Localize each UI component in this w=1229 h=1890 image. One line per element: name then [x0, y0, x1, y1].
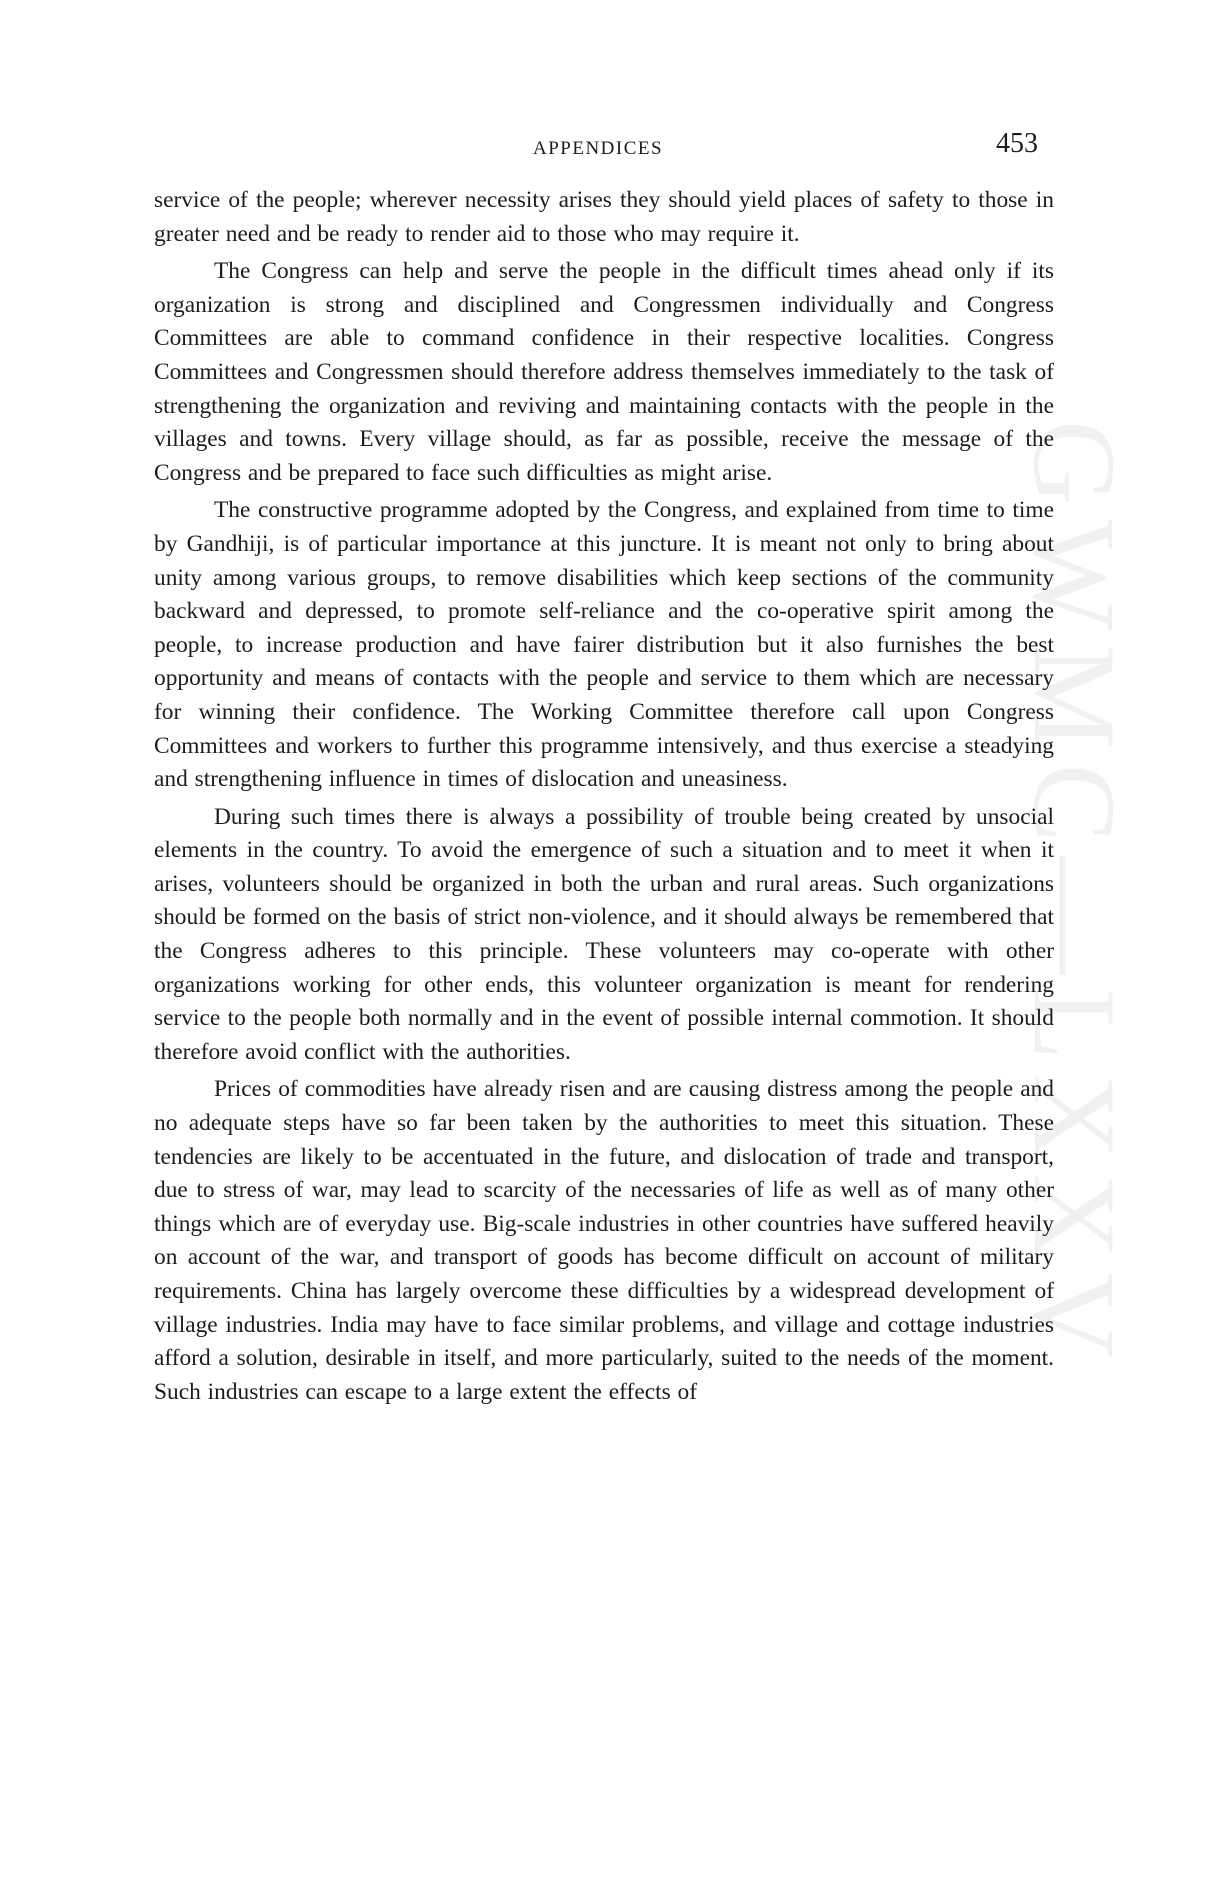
paragraph-organization: The Congress can help and serve the people in the difficult times ahead only if its organization is strong and disciplined and Congressmen individually and Congress Committees are able to command confidence in their respective localities. Congress Committees and Congressmen should therefore address themselves immediately to the task of strengthening the organization and reviving and maintaining contacts with the people in the villages and towns. Every village should, as far as possible, receive the message of the Congress and be prepared to face such difficulties as might arise.	[154, 258, 1054, 486]
page-number: 453	[996, 128, 1038, 159]
paragraph-constructive-programme: The constructive programme adopted by the Congress, and explained from time to time by Gandhiji, is of particular importance at this juncture. It is meant not only to bring about unity among various groups, to remove disabilities which keep sections of the community backward and depressed, to promote self-reliance and the co-operative spirit among the people, to increase production and have fairer distribution but it also furnishes the best opportunity and means of contacts with the people and service to them which are necessary for winning their confidence. The Working Committee therefore call upon Congress Committees and workers to further this programme intensively, and thus exercise a steadying and strengthening influence in times of dislocation and uneasiness.	[154, 497, 1054, 793]
paragraph-continuation: service of the people; wherever necessity arises they should yield places of safety to those in greater need and be ready to render aid to those who may require it.	[154, 187, 1054, 247]
running-head	[0, 128, 1229, 168]
paragraph-prices: Prices of commodities have already risen and are causing distress among the people and no adequate steps have so far been taken by the authorities to meet this situation. These tendencies are likely to be accentuated in the future, and dislocation of trade and transport, due to stress of war, may lead to scarcity of the necessaries of life as well as of many other things which are of everyday use. Big-scale industries in other countries have suffered heavily on account of the war, and transport of goods has become difficult on account of military requirements. China has largely overcome these difficulties by a widespread development of village industries. India may have to face similar problems, and village and cottage industries afford a solution, desirable in itself, and more particularly, suited to the needs of the moment. Such industries can escape to a large extent the effects of	[154, 1076, 1054, 1405]
paragraph-volunteers: During such times there is always a possibility of trouble being created by unsocial elements in the country. To avoid the emergence of such a situation and to meet it when it arises, volunteers should be organized in both the urban and rural areas. Such organizations should be formed on the basis of strict non-violence, and it should always be remembered that the Congress adheres to this principle. These volunteers may co-operate with other organizations working for other ends, this volunteer organization is meant for rendering service to the people both normally and in the event of possible internal commotion. It should therefore avoid conflict with the authorities.	[154, 803, 1054, 1065]
watermark-text: GWMC—LXXV	[1009, 420, 1140, 1372]
body-text	[154, 184, 1054, 1413]
running-title: APPENDICES	[533, 138, 664, 159]
watermark	[1009, 420, 1160, 1470]
